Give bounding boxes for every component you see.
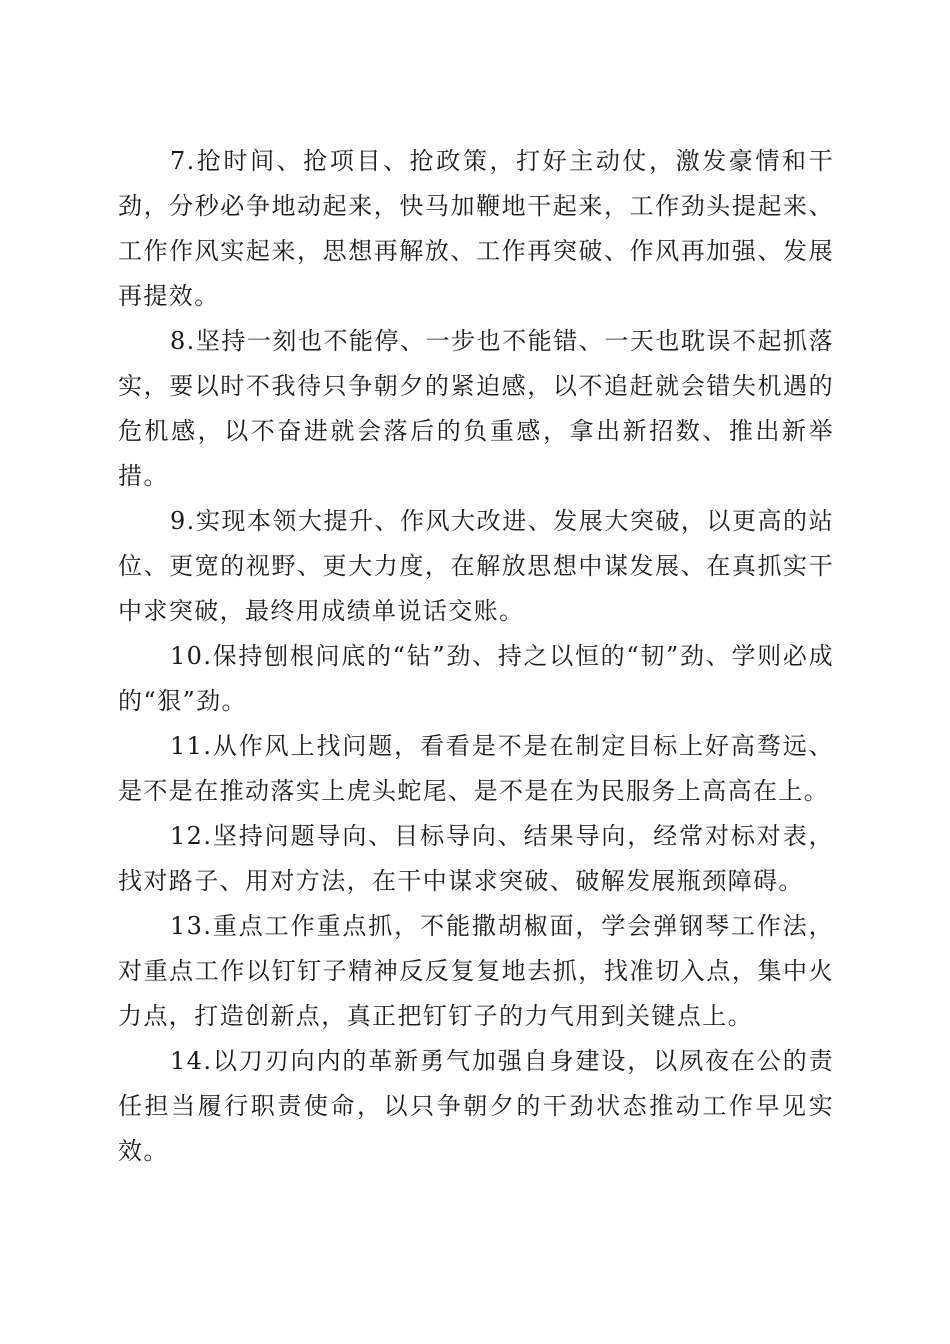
paragraph-10: 10.保持刨根问底的“钻”劲、持之以恒的“韧”劲、学则必成的“狠”劲。: [118, 642, 834, 715]
paragraph-13: 13.重点工作重点抓，不能撒胡椒面，学会弹钢琴工作法，对重点工作以钉钉子精神反反复复地去抓，找准切入点，集中火力点，打造创新点，真正把钉钉子的力气用到关键点上。: [118, 912, 834, 1030]
paragraph-8: 8.坚持一刻也不能停、一步也不能错、一天也耽误不起抓落实，要以时不我待只争朝夕的紧迫感，以不追赶就会错失机遇的危机感，以不奋进就会落后的负重感，拿出新招数、推出新举措。: [118, 327, 834, 490]
paragraph-7: 7.抢时间、抢项目、抢政策，打好主动仗，激发豪情和干劲，分秒必争地动起来，快马加鞭地干起来，工作劲头提起来、工作作风实起来，思想再解放、工作再突破、作风再加强、发展再提效。: [118, 147, 834, 310]
paragraph-11: 11.从作风上找问题，看看是不是在制定目标上好高骛远、是不是在推动落实上虎头蛇尾、是不是在为民服务上高高在上。: [118, 732, 834, 805]
document-body: [118, 139, 834, 1174]
paragraph-12: 12.坚持问题导向、目标导向、结果导向，经常对标对表，找对路子、用对方法，在干中谋求突破、破解发展瓶颈障碍。: [118, 822, 834, 895]
paragraph-9: 9.实现本领大提升、作风大改进、发展大突破，以更高的站位、更宽的视野、更大力度，在解放思想中谋发展、在真抓实干中求突破，最终用成绩单说话交账。: [118, 507, 834, 625]
paragraph-14: 14.以刀刃向内的革新勇气加强自身建设，以夙夜在公的责任担当履行职责使命，以只争朝夕的干劲状态推动工作早见实效。: [118, 1047, 834, 1165]
